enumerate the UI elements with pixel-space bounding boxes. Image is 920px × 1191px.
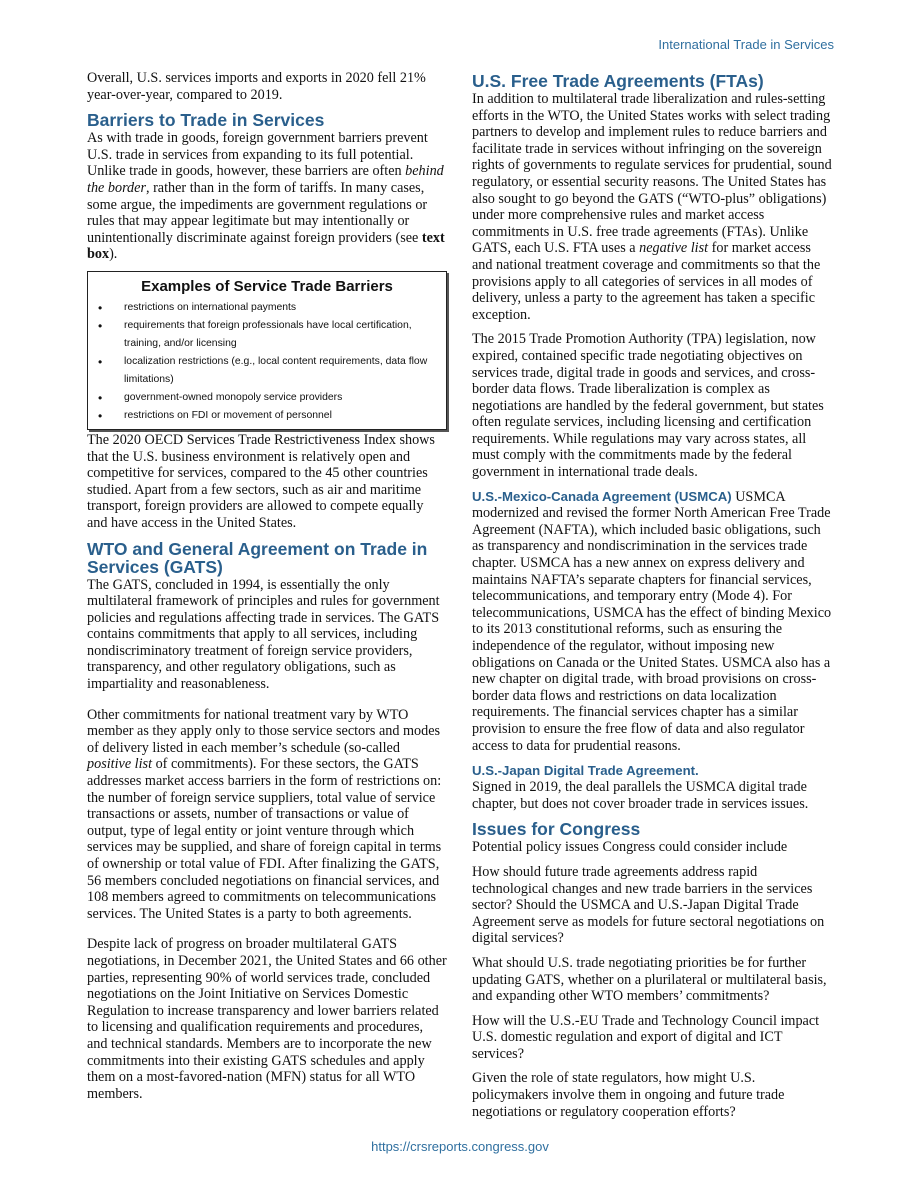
list-item: • requirements that foreign professionals have local certification, training, and/or licensing bbox=[124, 317, 436, 353]
gats-paragraph-2: Other commitments for national treatment vary by WTO member as they apply only to those service sectors and modes of delivery listed in each member’s schedule (so-called positive list of commitments). For these sectors, the GATS addresses market access barriers in the form of restrictions on: the number of foreign service suppliers, total value of service transactions or assets, number of transactions or value of output, type of legal entity or joint venture through which services may be supplied, and share of foreign capital in terms of ownership or total value of FDI. After finalizing the GATS, 56 members concluded negotiations on financial services, and 108 members agreed to commitments on telecommunications services. The United States is a party to both agreements. bbox=[87, 706, 442, 922]
oecd-paragraph: The 2020 OECD Services Trade Restrictiveness Index shows that the U.S. business environment is relatively open and competitive for services, compared to the 45 other countries studied. Apart from a few sectors, such as air and maritime transport, foreign providers are allowed to compete equally and have access in the United States. bbox=[87, 431, 435, 531]
issues-intro: Potential policy issues Congress could consider include bbox=[472, 839, 788, 856]
japan-paragraph: Signed in 2019, the deal parallels the USMCA digital trade chapter, but does not cover broader trade in services issues. bbox=[472, 779, 809, 812]
fta-paragraph-1: In addition to multilateral trade liberalization and rules-setting efforts in the WTO, the United States works with select trading partners to develop and implement rules to reduce barriers and facilitate trade in services without infringing on the sovereign rights of governments to regulate services for prudential, sound regulatory, or essential security reasons. The United States has also sought to go beyond the GATS (“WTO-plus” obligations) under more comprehensive rules and market access commitments in U.S. free trade agreements (FTAs). Unlike GATS, each U.S. FTA uses a negative list for market access and national treatment coverage and commitments so that the provisions apply to all categories of services in all modes of delivery, unless a party to the agreement has taken a specific exception. bbox=[472, 91, 832, 323]
box-title: Examples of Service Trade Barriers bbox=[141, 277, 393, 295]
barriers-paragraph: As with trade in goods, foreign government barriers prevent U.S. trade in services from expanding to its full potential. Unlike trade in goods, however, these barriers are often behind the border, rather than in the form of tariffs. In many cases, some argue, the impediments are government regulations or rules that may appear legitimate but may intentionally or unintentionally discriminate against foreign providers (see text box). bbox=[87, 130, 445, 263]
right-column bbox=[472, 70, 834, 1128]
question-paragraph: Given the role of state regulators, how might U.S. policymakers involve them in ongoing and future trade negotiations or regulatory cooperation efforts? bbox=[472, 1070, 785, 1120]
barrier-list bbox=[98, 299, 436, 425]
japan-heading: U.S.-Japan Digital Trade Agreement. bbox=[472, 763, 699, 779]
left-column bbox=[87, 70, 447, 1110]
gats-paragraph-3: Despite lack of progress on broader multilateral GATS negotiations, in December 2021, the United States and 66 other parties, representing 90% of world services trade, concluded negotiations on the Joint Initiative on Services Domestic Regulation to increase transparency and lower barriers related to licensing and qualification requirements and procedures, and technical standards. Members are to incorporate the new commitments into their existing GATS schedules and apply them on a most-favored-nation (MFN) status for all WTO members. bbox=[87, 936, 447, 1102]
intro-paragraph: Overall, U.S. services imports and exports in 2020 fell 21% year-over-year, compared to 2019. bbox=[87, 70, 426, 103]
footer-url[interactable]: https://crsreports.congress.gov bbox=[371, 1139, 549, 1154]
issues-heading: Issues for Congress bbox=[472, 819, 641, 840]
gats-paragraph-1: The GATS, concluded in 1994, is essentially the only multilateral framework of principles and rules for government policies and regulations affecting trade in services. The GATS contains commitments that apply to all services, including nondiscriminatory treatment of foreign service providers, transparency, and other regulatory obligations, such as impartiality and reasonableness. bbox=[87, 576, 440, 693]
usmca-paragraph: U.S.-Mexico-Canada Agreement (USMCA) USMCA modernized and revised the former North American Free Trade Agreement (NAFTA), which included basic obligations, such as transparency and nondiscrimination in the services trade chapter. USMCA has a new annex on express delivery and maintains NAFTA’s separate chapters for financial services, telecommunications, and temporary entry (Mode 4). For telecommunications, USMCA has the effect of binding Mexico to its 2013 constitutional reforms, such as ensuring the independence of the regulator, without imposing new obligations on Canada or the United States. USMCA also has a new chapter on digital trade, with broad provisions on cross-border data flows and restrictions on data localization requirements. The financial services chapter has a similar provision to ensure the free flow of data and also regulator access to data for prudential reasons. bbox=[472, 488, 832, 754]
list-item: • localization restrictions (e.g., local content requirements, data flow limitations) bbox=[124, 353, 436, 389]
tpa-paragraph: The 2015 Trade Promotion Authority (TPA) legislation, now expired, contained specific trade negotiating objectives on services trade, digital trade in goods and services, and cross-border data flows. Trade liberalization is complex as negotiations are handled by the federal government, but states often regulate services, including licensing and certification requirements. While regulations may vary across states, all must comply with the commitments made by the federal government in international trade deals. bbox=[472, 331, 824, 481]
running-header: International Trade in Services bbox=[658, 37, 834, 52]
list-item: • restrictions on FDI or movement of personnel bbox=[124, 407, 436, 425]
fta-heading: U.S. Free Trade Agreements (FTAs) bbox=[472, 71, 764, 91]
question-paragraph: How will the U.S.-EU Trade and Technology Council impact U.S. domestic regulation and export of digital and ICT services? bbox=[472, 1012, 820, 1062]
question-paragraph: What should U.S. trade negotiating priorities be for further updating GATS, whether on a plurilateral or multilateral basis, and expanding other WTO members’ commitments? bbox=[472, 954, 827, 1005]
barriers-heading: Barriers to Trade in Services bbox=[87, 110, 325, 131]
question-paragraph: How should future trade agreements address rapid technological changes and new trade barriers in the services sector? Should the USMCA and U.S.-Japan Digital Trade Agreement serve as models for future sectoral negotiations on digital services? bbox=[472, 863, 825, 947]
list-item: • restrictions on international payments bbox=[124, 299, 436, 317]
list-item: • government-owned monopoly service providers bbox=[124, 389, 436, 407]
service-trade-barriers-box bbox=[87, 271, 447, 430]
usmca-heading: U.S.-Mexico-Canada Agreement (USMCA) bbox=[472, 488, 732, 504]
wto-gats-heading: WTO and General Agreement on Trade in Services (GATS) bbox=[87, 538, 428, 577]
